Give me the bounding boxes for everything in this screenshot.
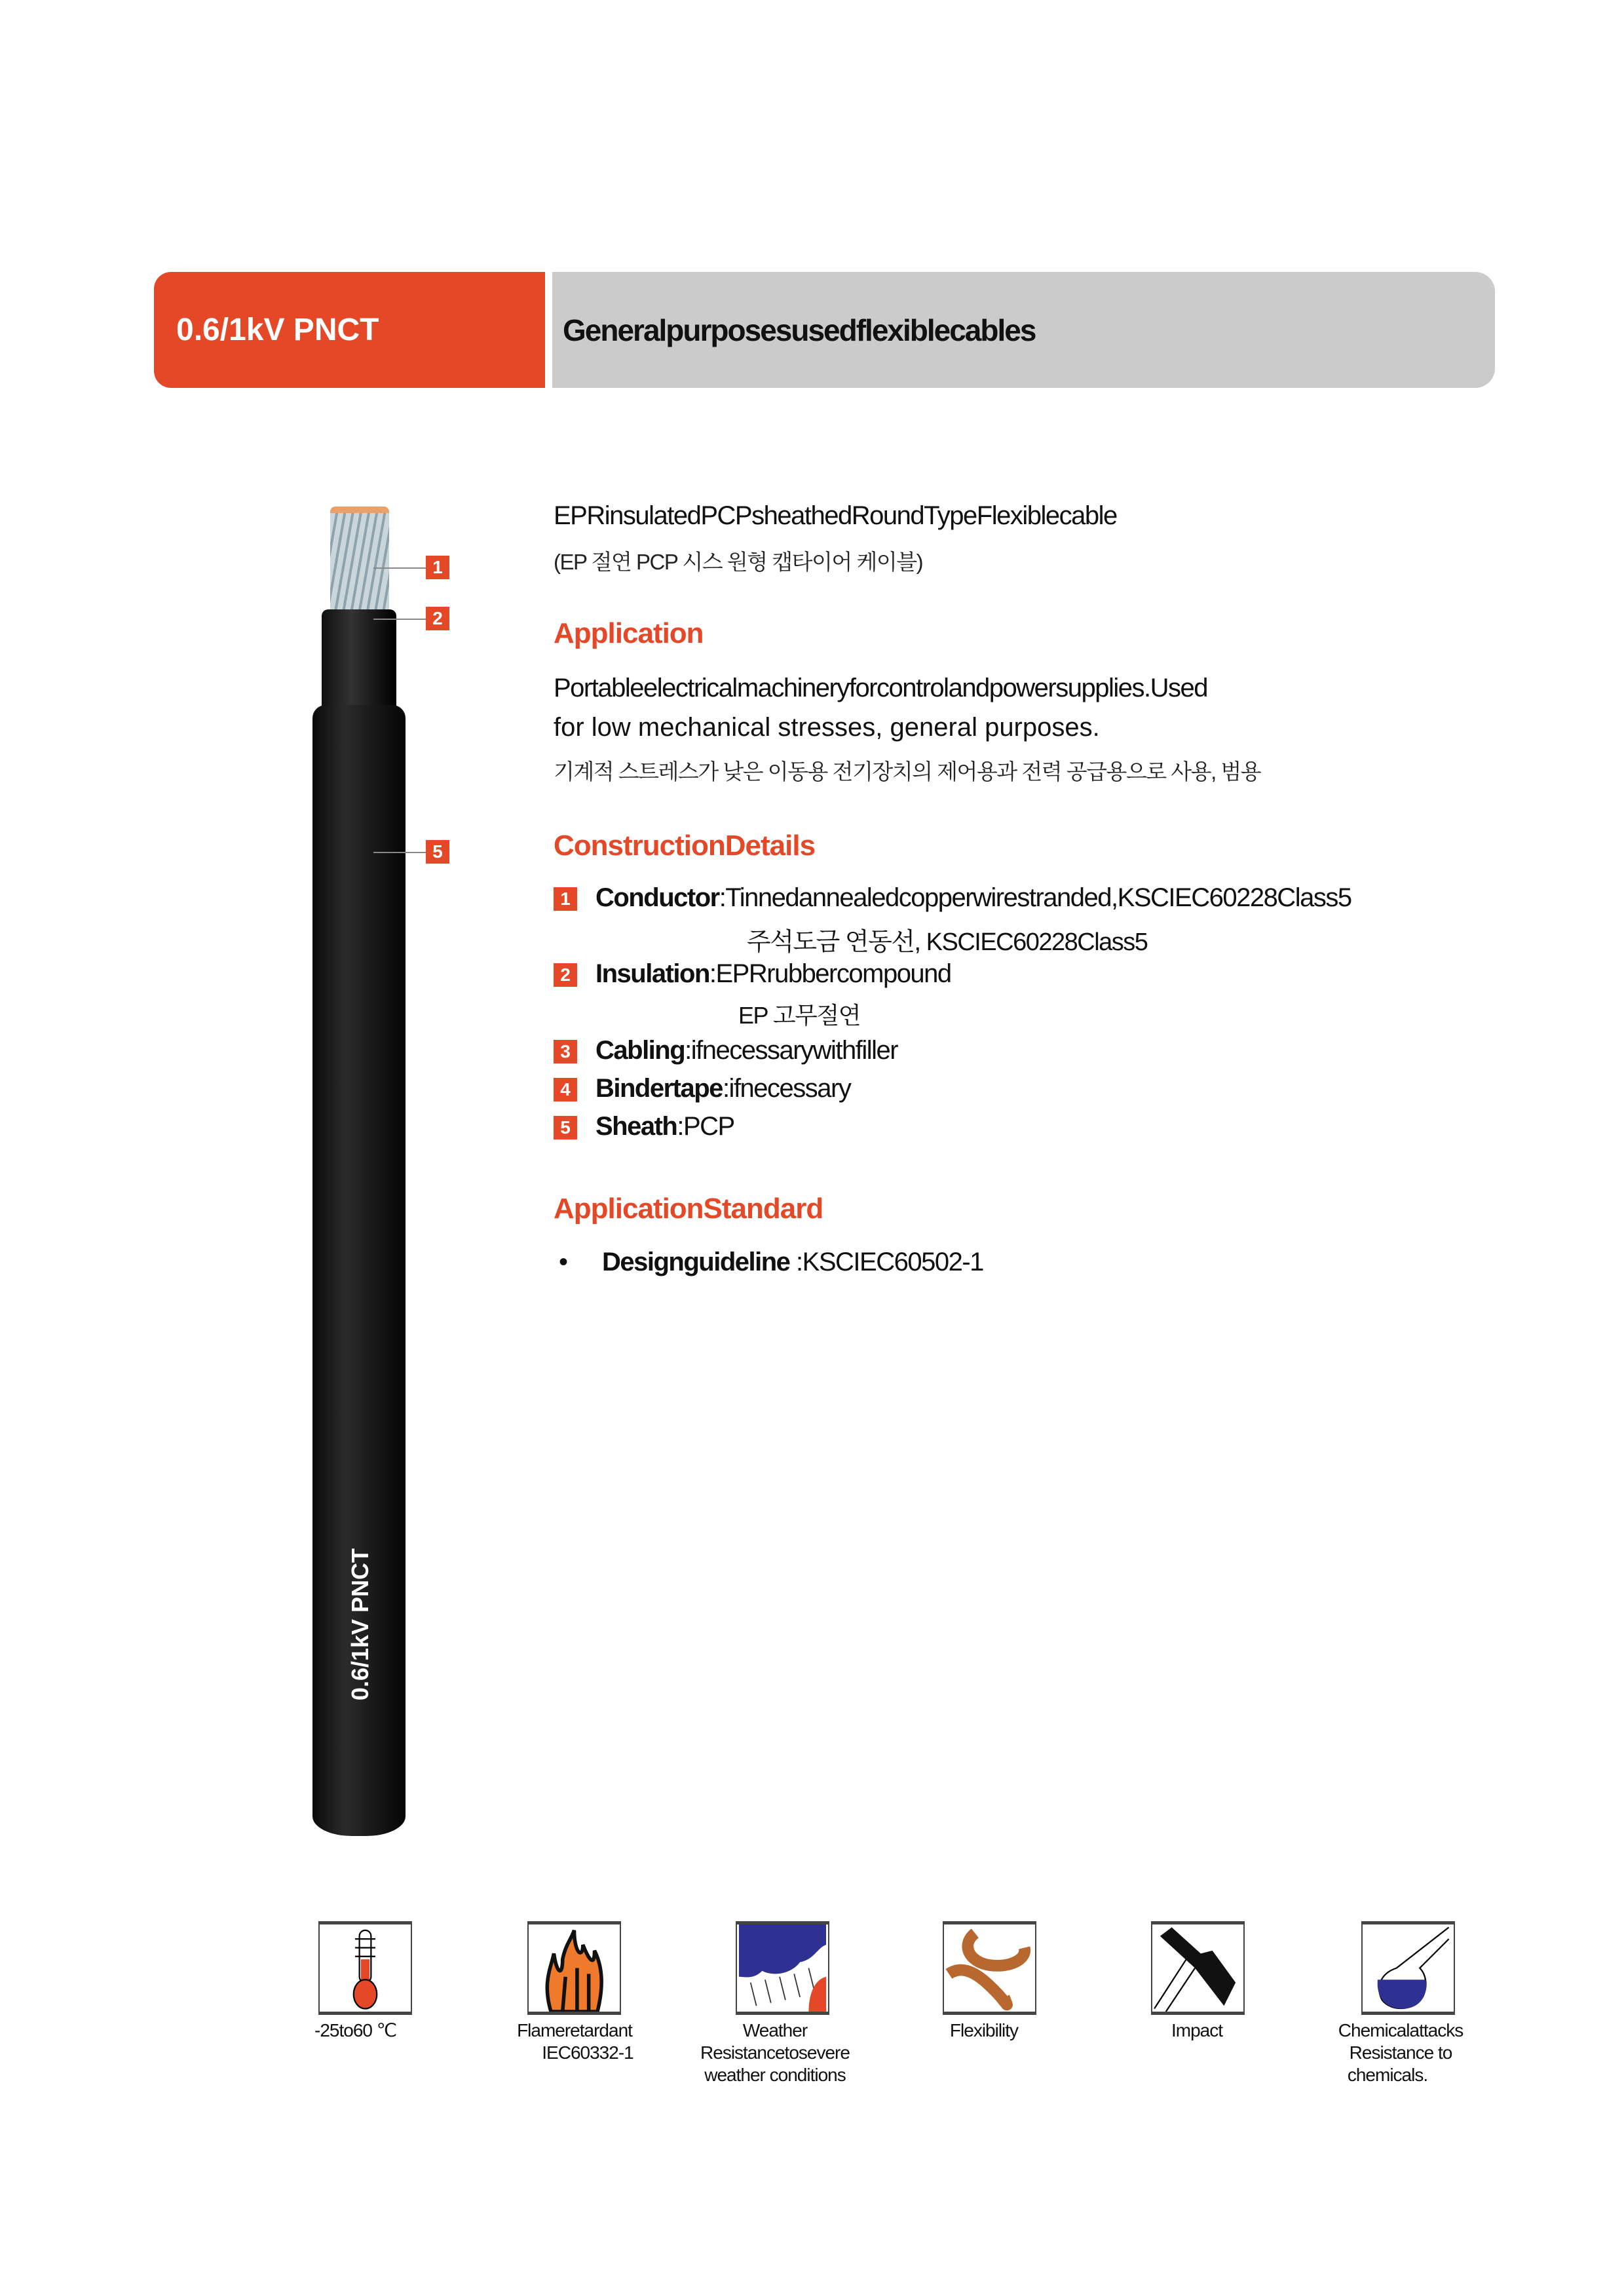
feature-caption-flame: Flameretardant IEC60332-1 [517, 2020, 633, 2063]
product-title: EPRinsulatedPCPsheathedRoundTypeFlexiblecable [554, 501, 1117, 530]
flame-icon [527, 1921, 621, 2015]
construction-item: 2 Insulation:EPRrubbercompound [554, 959, 951, 989]
cable-insulation [322, 609, 396, 721]
feature-caption-impact: Impact [1171, 2020, 1223, 2040]
standard-heading: ApplicationStandard [554, 1193, 823, 1225]
application-ko: 기계적 스트레스가 낮은 이동용 전기장치의 제어용과 전력 공급용으로 사용, 범용 [554, 759, 1261, 784]
feature-caption-weather: Weather Resistancetosevere weather conditions [700, 2020, 850, 2085]
construction-item-sub: 주석도금 연동선, KSCIEC60228Class5 [747, 928, 1148, 956]
chemical-flask-icon [1361, 1921, 1455, 2015]
cable-side-label: 0.6/1kV PNCT [347, 1548, 373, 1701]
construction-item: 3 Cabling:ifnecessarywithfiller [554, 1036, 897, 1065]
flexibility-icon [943, 1921, 1036, 2015]
header-title: Generalpurposesusedflexiblecables [552, 272, 1495, 388]
cable-conductor [330, 507, 389, 624]
standard-item: • Designguideline :KSCIEC60502-1 [559, 1248, 983, 1276]
callout-5: 5 [426, 840, 449, 864]
weather-icon [736, 1921, 829, 2015]
construction-item-sub: EP 고무절연 [738, 1002, 860, 1029]
callout-1: 1 [426, 556, 449, 579]
feature-caption-temperature: -25to60 ℃ [314, 2020, 397, 2040]
construction-item: 5 Sheath:PCP [554, 1112, 734, 1141]
thermometer-icon [318, 1921, 412, 2015]
product-title-ko: (EP 절연 PCP 시스 원형 캡타이어 케이블) [554, 550, 923, 574]
construction-heading: ConstructionDetails [554, 830, 816, 862]
callout-2: 2 [426, 607, 449, 630]
feature-caption-chemical: Chemicalattacks Resistance to chemicals. [1338, 2020, 1463, 2085]
application-line2: for low mechanical stresses, general purposes. [554, 713, 1100, 742]
application-line1: Portableelectricalmachineryforcontrolandpowersupplies.Used [554, 674, 1207, 702]
construction-item: 4 Bindertape:ifnecessary [554, 1074, 850, 1103]
application-heading: Application [554, 617, 704, 649]
feature-caption-flexibility: Flexibility [949, 2020, 1019, 2040]
header-code: 0.6/1kV PNCT [154, 272, 545, 388]
impact-icon [1151, 1921, 1245, 2015]
construction-item: 1 Conductor:Tinnedannealedcopperwirestranded,KSCIEC60228Class5 [554, 883, 1351, 913]
